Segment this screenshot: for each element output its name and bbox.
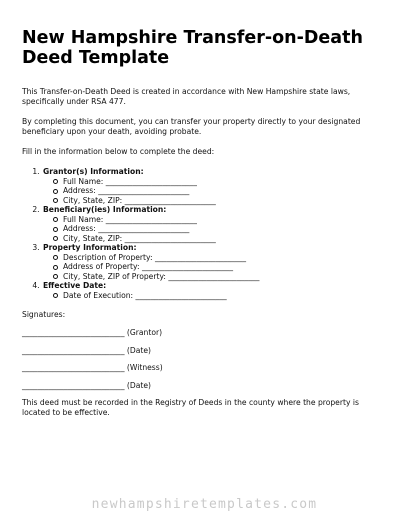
section-title: Effective Date: [43,281,107,290]
field-property-description: Description of Property: ________________________ [63,253,387,263]
field-property-address: Address of Property: ________________________ [63,262,387,272]
field-list [43,253,387,282]
section-grantor [42,167,387,205]
field-date-of-execution: Date of Execution: ________________________ [63,291,387,301]
section-beneficiary [42,205,387,243]
field-address: Address: ________________________ [63,224,387,234]
signature-line-grantor: ___________________________ (Grantor) [22,328,163,337]
title-line-1: New Hampshire Transfer-on-Death [22,28,363,48]
field-city-state-zip: City, State, ZIP: ________________________ [63,196,387,206]
section-title: Grantor(s) Information: [43,167,144,176]
field-list [43,291,387,301]
signature-line-date-2: ___________________________ (Date) [22,380,152,390]
signatures-label: Signatures: [22,310,66,319]
field-list [43,215,387,244]
section-effective-date [42,281,387,300]
field-property-city-state-zip: City, State, ZIP of Property: ________________________ [63,272,387,282]
field-address: Address: ________________________ [63,186,387,196]
field-list [43,177,387,206]
deed-sections [22,167,387,300]
purpose-paragraph: By completing this document, you can transfer your property directly to your designated beneficiary upon your death, avoiding probate. [22,117,361,136]
instruction-paragraph: Fill in the information below to complete the deed: [22,147,215,156]
field-city-state-zip: City, State, ZIP: ________________________ [63,234,387,244]
document-page [22,28,387,418]
field-full-name: Full Name: ________________________ [63,215,387,225]
intro-paragraph: This Transfer-on-Death Deed is created in accordance with New Hampshire state laws, specifically under RSA 477. [22,87,351,106]
field-full-name: Full Name: ________________________ [63,177,387,187]
section-property [42,243,387,281]
section-title: Property Information: [43,243,137,252]
title-line-2: Deed Template [22,48,170,68]
signature-line-date: ___________________________ (Date) [22,345,152,355]
watermark: newhampshiretemplates.com [91,497,318,512]
closing-paragraph: This deed must be recorded in the Registry of Deeds in the county where the property is located to be effective. [22,397,359,417]
signature-block [22,328,387,391]
document-title [22,28,387,68]
signature-line-witness: ___________________________ (Witness) [22,363,163,372]
section-title: Beneficiary(ies) Information: [43,205,167,214]
